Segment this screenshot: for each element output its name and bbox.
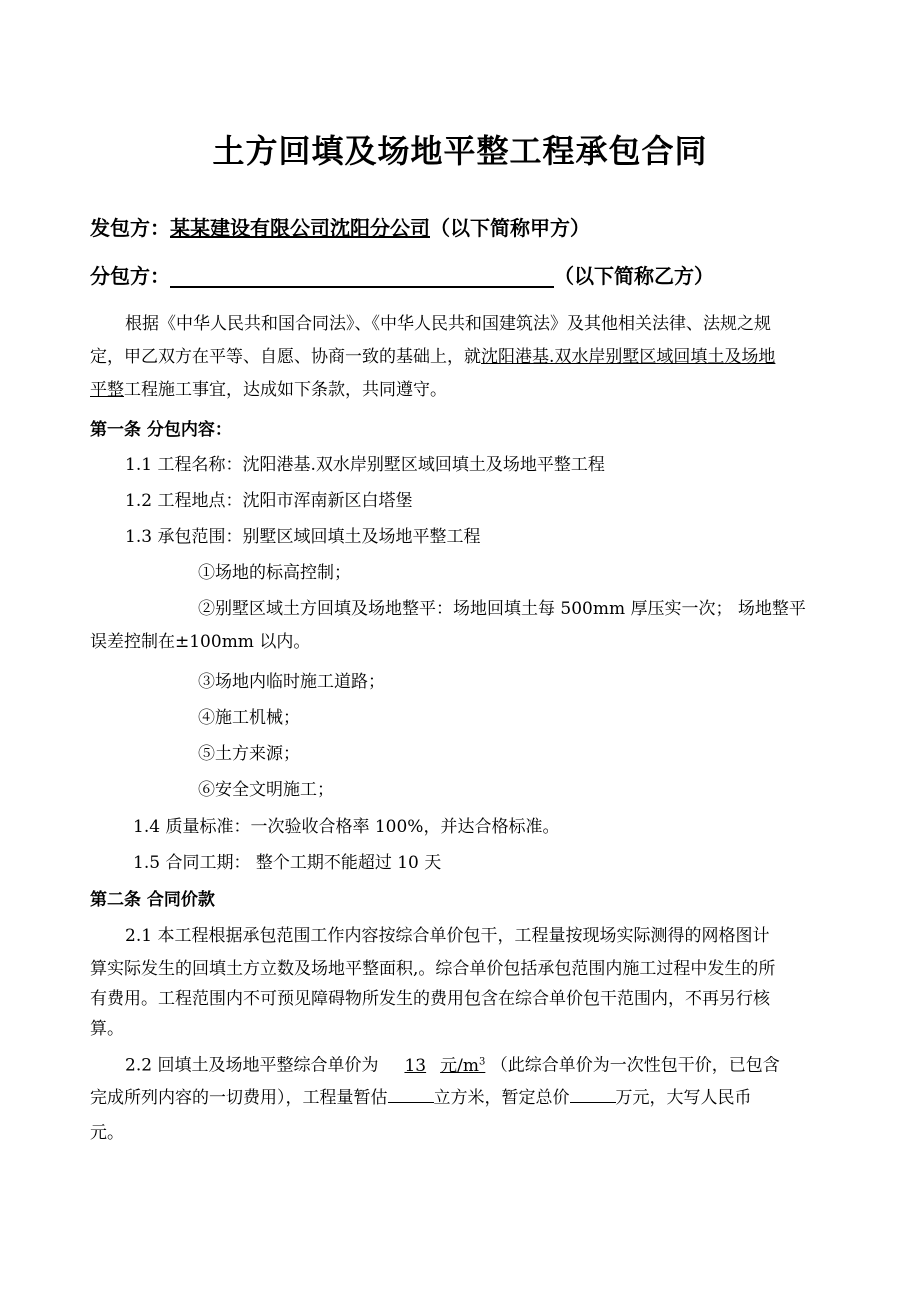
party-a-note: （以下简称甲方） (430, 216, 590, 240)
intro-line-3 (90, 378, 447, 402)
p2-1-line-1: 2.1 本工程根据承包范围工作内容按综合单价包干，工程量按现场实际测得的网格图计 (125, 926, 770, 946)
party-a-line (90, 216, 590, 240)
intro-line-1: 根据《中华人民共和国合同法》、《中华人民共和国建筑法》及其他相关法律、法规之规 (125, 314, 771, 334)
party-b-line (90, 264, 714, 288)
p2-2-line-2 (90, 1084, 752, 1110)
sub-item-1: ①场地的标高控制； (198, 563, 351, 583)
sub-item-3: ③场地内临时施工道路； (198, 672, 385, 692)
total-price-blank[interactable] (570, 1084, 616, 1103)
unit-price-unit-text: 元/m (440, 1055, 479, 1076)
p2-1-line-3: 有费用。工程范围内不可预见障碍物所发生的费用包含在综合单价包干范围内，不再另行核 (90, 989, 770, 1009)
p2-1-line-2: 算实际发生的回填土方立数及场地平整面积,。综合单价包括承包范围内施工过程中发生的所 (90, 959, 776, 979)
intro-project-name-end: 平整 (90, 380, 124, 400)
party-b-note: （以下简称乙方） (554, 264, 714, 288)
p2-2-line-3: 元。 (90, 1123, 124, 1143)
sub-item-2-line-2: 误差控制在±100mm 以内。 (90, 632, 311, 652)
sub-item-5: ⑤土方来源； (198, 744, 300, 764)
party-b-name-blank[interactable] (170, 264, 554, 288)
intro-line-2 (90, 345, 775, 369)
p2-1-line-4: 算。 (90, 1019, 124, 1039)
intro-project-name: 沈阳港基.双水岸别墅区域回填土及场地 (481, 347, 776, 367)
unit-price-unit (440, 1056, 485, 1076)
p2-2-line-2-b: 立方米，暂定总价 (433, 1088, 570, 1108)
party-b-label: 分包方： (90, 264, 170, 288)
party-a-label: 发包方： (90, 216, 170, 240)
p2-2-line-2-a: 完成所列内容的一切费用），工程量暂估 (90, 1088, 388, 1108)
p2-2-line-1 (125, 1050, 780, 1078)
item-1-1: 1.1 工程名称：沈阳港基.双水岸别墅区域回填土及场地平整工程 (125, 455, 605, 475)
quantity-blank[interactable] (388, 1084, 434, 1103)
p2-2-line-2-c: 万元，大写人民币 (615, 1088, 752, 1108)
p2-2-pre: 2.2 回填土及场地平整综合单价为 (125, 1055, 379, 1076)
item-1-5: 1.5 合同工期： 整个工期不能超过 10 天 (133, 853, 442, 873)
sub-item-4: ④施工机械； (198, 708, 300, 728)
item-1-3: 1.3 承包范围：别墅区域回填土及场地平整工程 (125, 527, 481, 547)
document-title: 土方回填及场地平整工程承包合同 (212, 132, 708, 170)
p2-2-post: （此综合单价为一次性包干价，已包含 (485, 1055, 780, 1076)
intro-line-3-post: 工程施工事宜，达成如下条款，共同遵守。 (124, 380, 447, 400)
intro-line-2-pre: 定，甲乙双方在平等、自愿、协商一致的基础上，就 (90, 347, 481, 367)
party-a-name: 某某建设有限公司沈阳分公司 (170, 216, 430, 240)
article2-heading: 第二条 合同价款 (90, 890, 215, 910)
unit-price-value: 13 (404, 1055, 427, 1076)
item-1-4: 1.4 质量标准：一次验收合格率 100%，并达合格标准。 (133, 817, 560, 837)
item-1-2: 1.2 工程地点：沈阳市浑南新区白塔堡 (125, 491, 413, 511)
unit-price-sup: 3 (478, 1056, 486, 1067)
sub-item-6: ⑥安全文明施工； (198, 780, 334, 800)
article1-heading: 第一条 分包内容： (90, 420, 232, 440)
sub-item-2-line-1: ②别墅区域土方回填及场地整平：场地回填土每 500mm 厚压实一次； 场地整平 (198, 599, 806, 619)
